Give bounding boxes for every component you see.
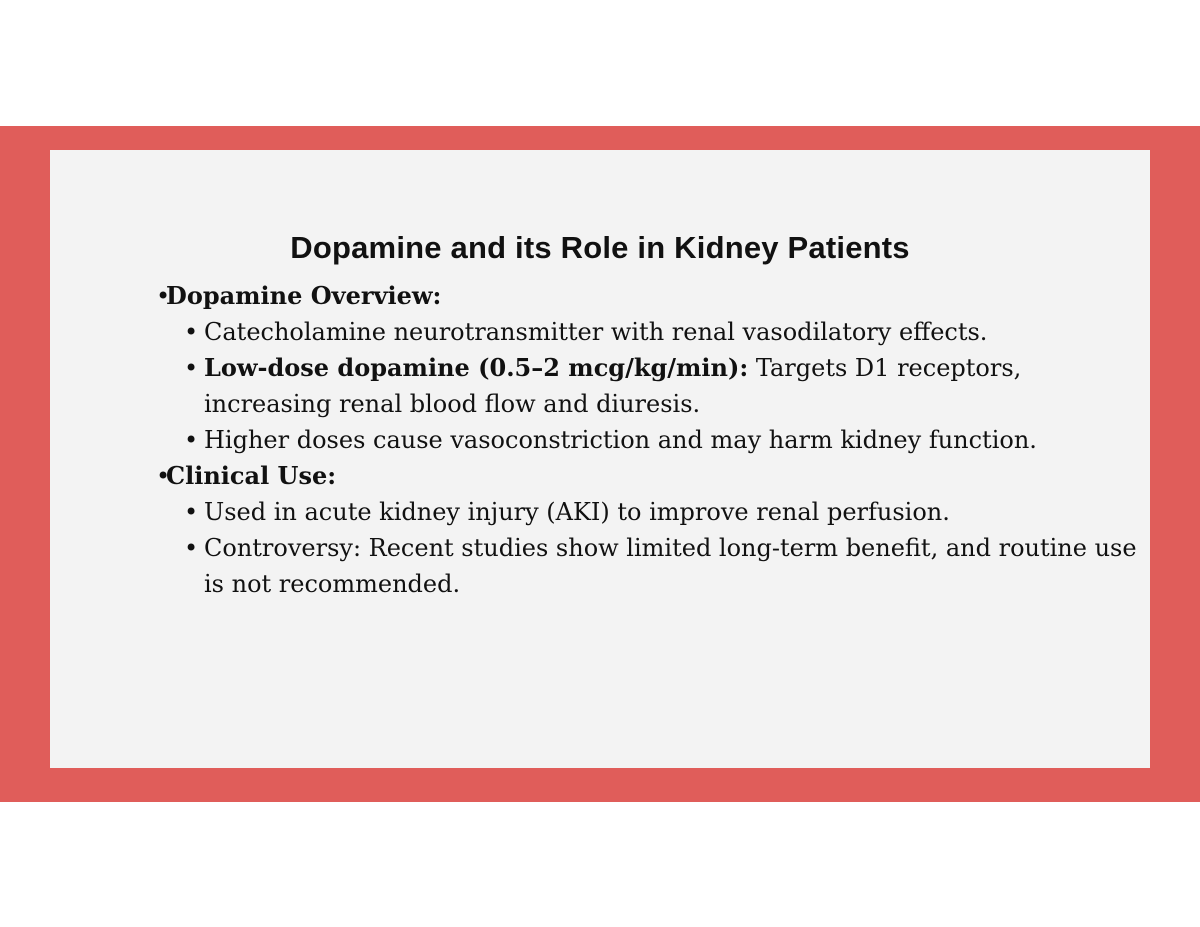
- list-item: [156, 494, 1146, 530]
- slide-panel: [50, 150, 1150, 768]
- list-item-text: Used in acute kidney injury (AKI) to improve renal perfusion.: [204, 498, 950, 526]
- section-heading-label: Clinical Use:: [166, 461, 337, 490]
- list-item-text: Controversy: Recent studies show limited long-term benefit, and routine use is not recommended.: [204, 534, 1137, 598]
- bullet-icon: •: [184, 534, 199, 562]
- bullet-icon: •: [184, 354, 199, 382]
- slide-title: Dopamine and its Role in Kidney Patients: [290, 230, 910, 265]
- list-item-text: Catecholamine neurotransmitter with renal vasodilatory effects.: [204, 318, 988, 346]
- list-item: [156, 530, 1146, 602]
- bullet-icon: •: [156, 462, 171, 490]
- bullet-icon: •: [184, 318, 199, 346]
- list-item-text: Targets D1 receptors, increasing renal blood flow and diuresis.: [204, 354, 1022, 418]
- slide-frame: [0, 126, 1200, 802]
- bullet-icon: •: [184, 498, 199, 526]
- list-item: [156, 314, 1146, 350]
- list-item: [156, 350, 1146, 422]
- section-heading-label: Dopamine Overview:: [166, 281, 442, 310]
- slide-content: [156, 278, 1146, 602]
- bullet-icon: •: [184, 426, 199, 454]
- list-item: [156, 422, 1146, 458]
- section-heading-overview: [156, 278, 1146, 314]
- list-item-text: Higher doses cause vasoconstriction and may harm kidney function.: [204, 426, 1037, 454]
- list-item-bold-text: Low-dose dopamine (0.5–2 mcg/kg/min):: [204, 353, 749, 382]
- section-heading-clinical-use: [156, 458, 1146, 494]
- bullet-icon: •: [156, 282, 171, 310]
